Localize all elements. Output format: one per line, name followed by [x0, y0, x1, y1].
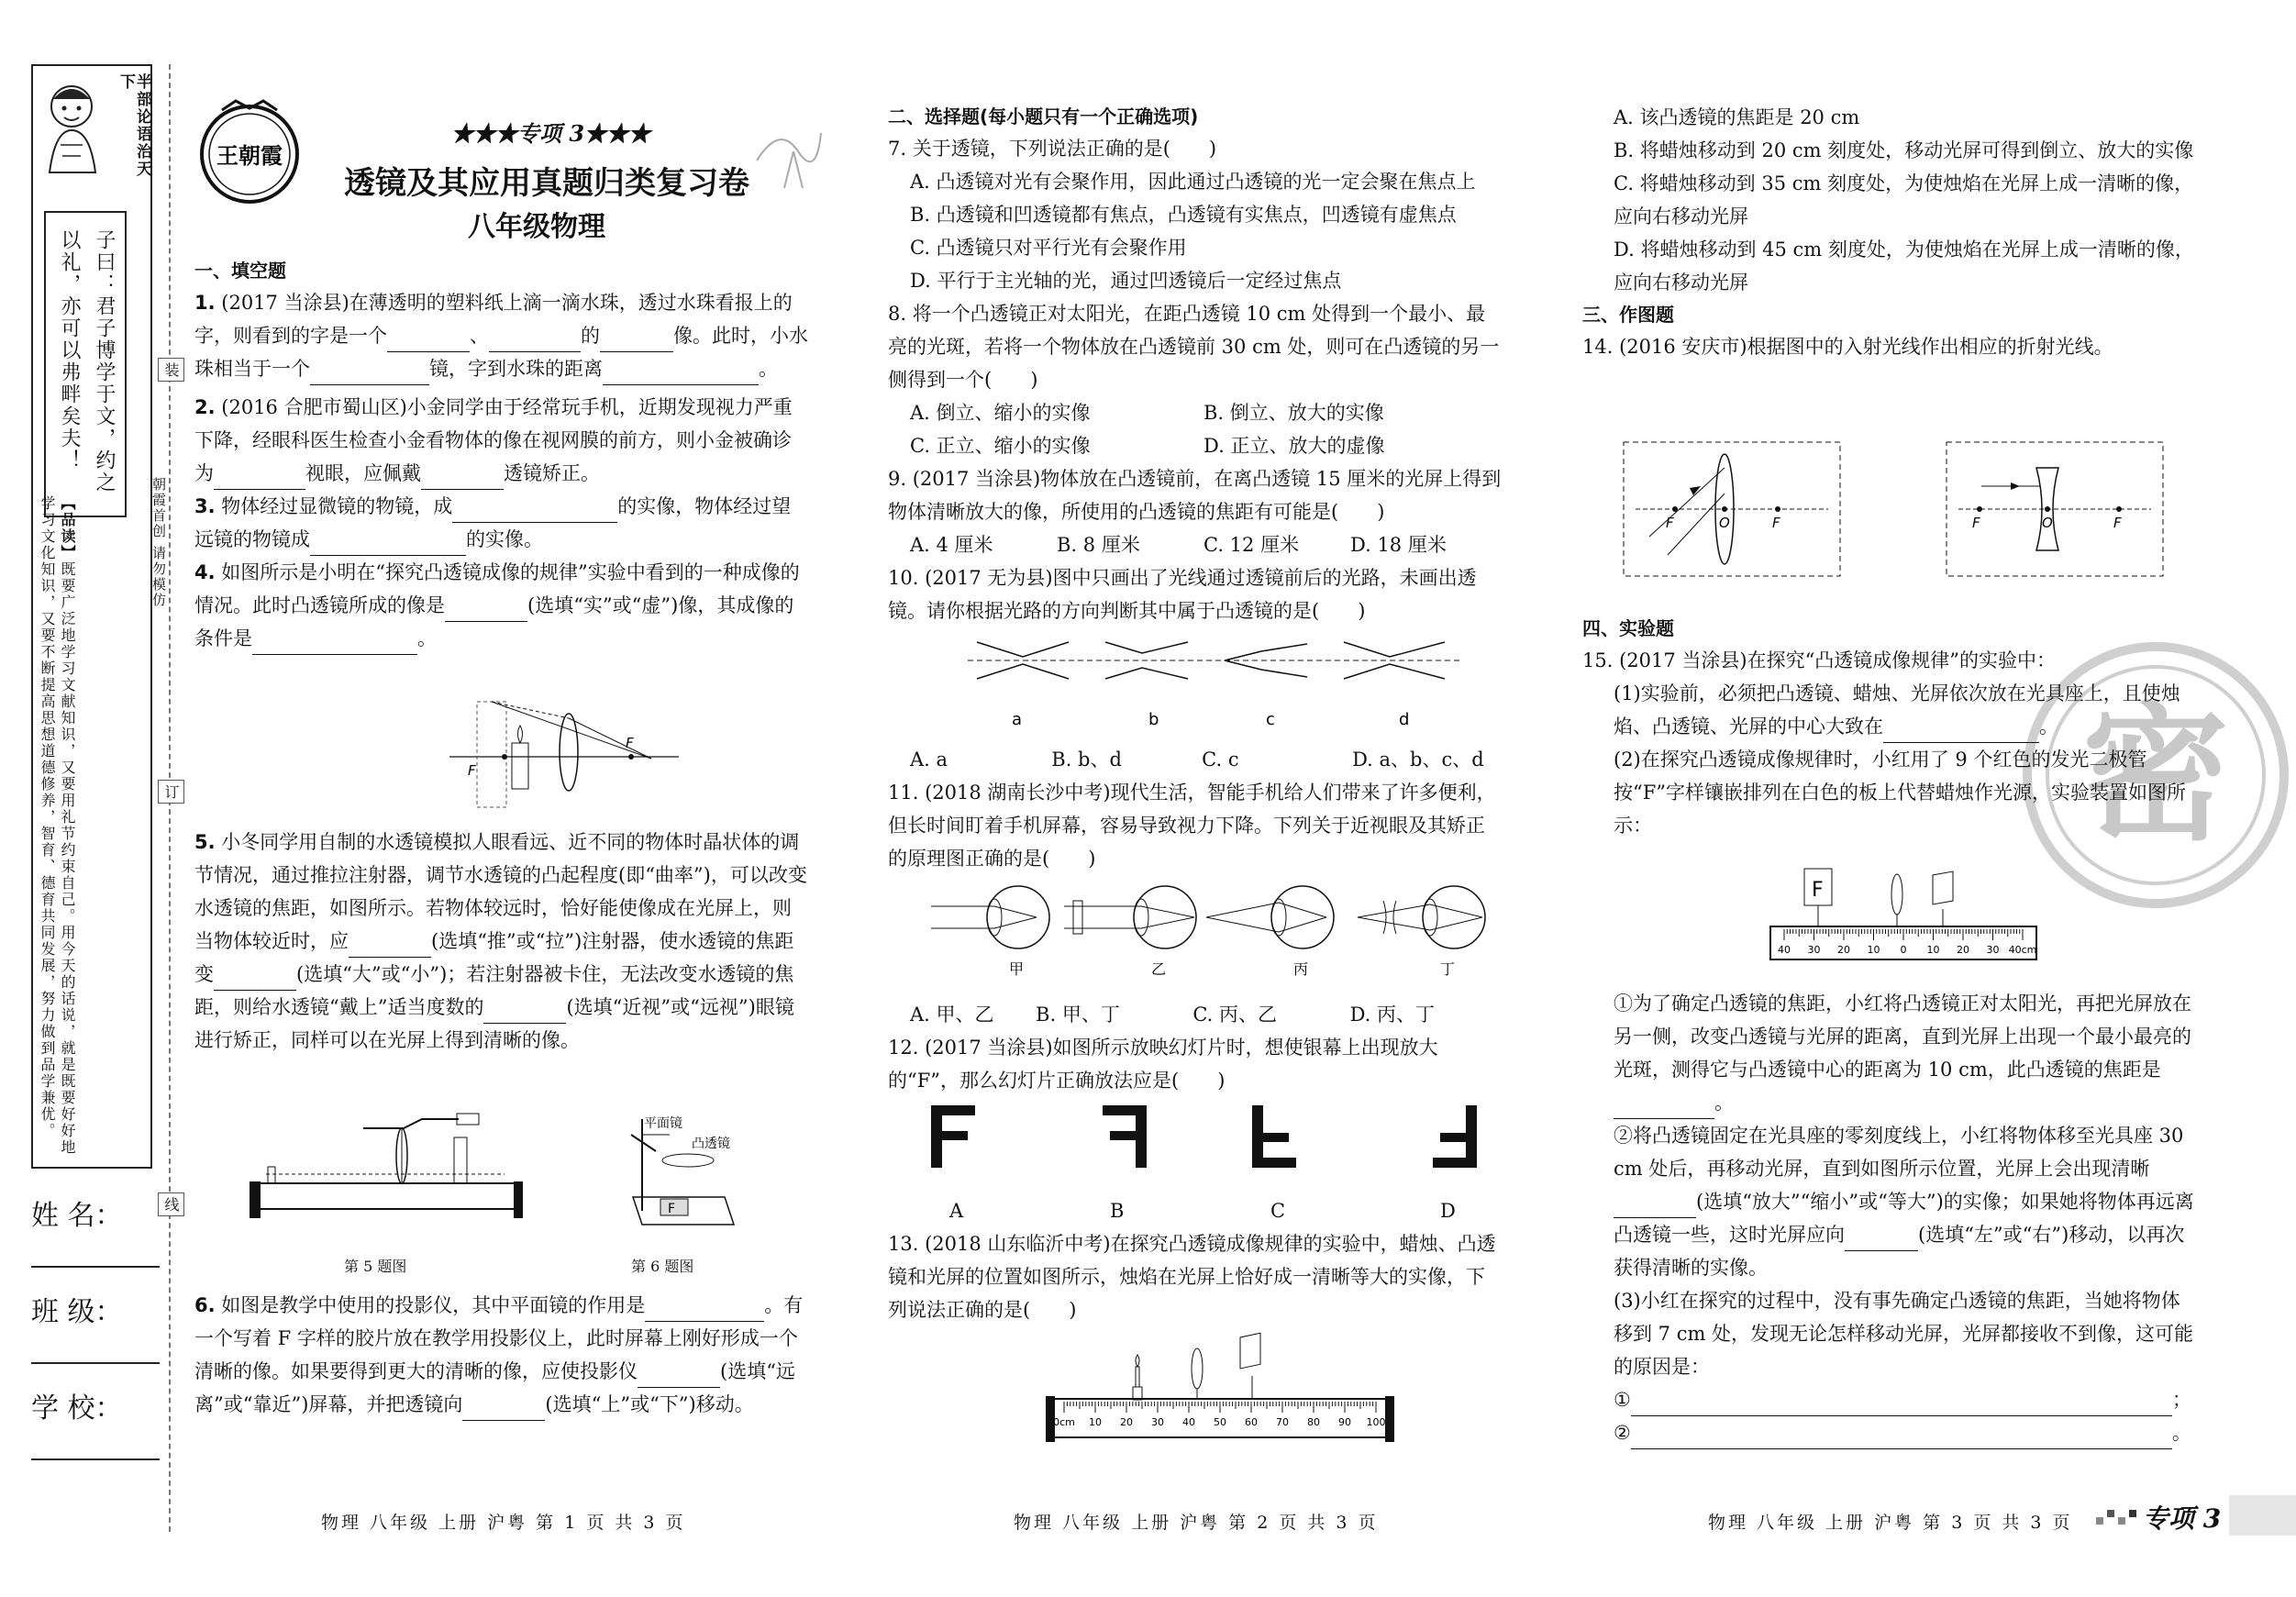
q15-ruler-ticks [1784, 929, 2023, 940]
q14a-f-left: F [1666, 515, 1674, 531]
q12-glyph-d [1422, 1105, 1477, 1168]
read-body: 既要广泛地学习文献知识，又要用礼节约束自己。用今天的话说，就是既要好好地学习文化知识，又要不断提高思想道德修养，智育、德育共同发展，努力做到品学兼优。 [39, 495, 76, 1156]
q7-option-c[interactable]: C. 凸透镜只对平行光有会聚作用 [910, 237, 1187, 259]
footer-page-2: 物理 八年级 上册 沪粤 第 2 页 共 3 页 [1014, 1513, 1379, 1533]
q12-label-a[interactable]: A [949, 1200, 964, 1222]
q15-ruler-label: 20 [1837, 944, 1850, 956]
school-label: 学 校： [31, 1392, 123, 1425]
fig6-f-glyph: F [668, 1202, 676, 1216]
q15a-text: (1)实验前，必须把凸透镜、蜡烛、光屏依次放在光具座上，且使烛焰、凸透镜、光屏的中心大致在 [1614, 682, 2180, 738]
question-6-wrap [194, 1289, 809, 1421]
header-badge: ★★★专项 3★★★ [451, 120, 651, 147]
q15-ruler-label: 30 [1807, 944, 1821, 956]
q15-part-3: (3)小红在探究的过程中，没有事先确定凸透镜的焦距，当她将物体移到 7 cm 处，发现无论怎样移动光屏，光屏都接收不到像，这可能的原因是： [1614, 1290, 2194, 1378]
q13-option-d[interactable]: D. 将蜡烛移动到 45 cm 刻度处，为使烛焰在光屏上成一清晰的像，应向右移动光屏 [1614, 238, 2194, 294]
q15-answer-line-2[interactable] [1631, 1448, 2172, 1449]
q1-blank-1[interactable] [387, 351, 470, 352]
q13-ruler-label: 20 [1120, 1416, 1133, 1428]
q3-text-c: 的实像。 [466, 528, 543, 550]
question-1 [194, 286, 809, 385]
motto-top: 半部论语治天下 [116, 73, 151, 178]
page-subtitle: 八年级物理 [468, 211, 605, 243]
q13-ruler-label: 10 [1089, 1416, 1102, 1428]
question-2 [194, 391, 809, 490]
q1-text-c: 的 [581, 325, 600, 347]
name-line [31, 1238, 160, 1268]
fig6-caption: 第 6 题图 [631, 1258, 694, 1275]
q15d-text-b: (选填“放大”“缩小”或“等大”)的实像；如果她将物体再远离凸透镜一些，这时光屏应向 [1614, 1191, 2194, 1246]
gray-corner-bar [2229, 1495, 2296, 1536]
quote-line-1: 子曰：君子博学于文，约之 [93, 229, 116, 494]
stamp-glyph: 密 [2081, 689, 2230, 860]
q5-text-d: (选填“近视”或“远视”)眼镜进行矫正，同样可以在光屏上得到清晰的像。 [194, 996, 794, 1051]
q15-ruler-labels [1778, 944, 2036, 956]
column-1 [194, 255, 809, 655]
q10-label-b: b [1148, 710, 1159, 729]
q10-label-a: a [1012, 710, 1023, 729]
q5-blank-3[interactable] [483, 1023, 566, 1024]
q11-option-a[interactable]: A. 甲、乙 [910, 1004, 994, 1026]
q7-option-a[interactable]: A. 凸透镜对光有会聚作用，因此通过凸透镜的光一定会聚在焦点上 [910, 171, 1476, 193]
q10-label-d: d [1399, 710, 1410, 729]
q10-option-d[interactable]: D. a、b、c、d [1352, 749, 1484, 771]
class-label: 班 级： [31, 1296, 123, 1328]
q5-text-b: (选填“推”或“拉”)注射器，使水透镜的焦距变 [194, 930, 794, 985]
q11-label-bing: 丙 [1293, 960, 1309, 978]
q15-part-1 [1582, 677, 2197, 743]
section-choice: 二、选择题(每小题只有一个正确选项) [888, 105, 1199, 128]
question-9: 9. (2017 当涂县)物体放在凸透镜前，在离凸透镜 15 厘米的光屏上得到物体清晰放大的像，所使用的凸透镜的焦距有可能是( ) [888, 468, 1502, 523]
column-3c [1582, 987, 2197, 1449]
question-14: 14. (2016 安庆市)根据图中的入射光线作出相应的折射光线。 [1582, 336, 2113, 358]
q13-bench [1046, 1330, 1394, 1449]
question-5 [194, 826, 809, 1057]
q8-option-a[interactable]: A. 倒立、缩小的实像 [910, 402, 1091, 424]
q6-text-c: (选填“远离”或“靠近”)屏幕，并把透镜向 [194, 1360, 795, 1415]
q4-blank-2[interactable] [252, 654, 417, 655]
q15-ruler-label: 20 [1957, 944, 1969, 956]
cut-mark-3: 线 [158, 1192, 184, 1216]
q11-figure [926, 881, 1504, 981]
confucius-icon [37, 72, 110, 182]
question-8: 8. 将一个凸透镜正对太阳光，在距凸透镜 10 cm 处得到一个最小、最亮的光斑，若将一个物体放在凸透镜前 30 cm 处，则可在凸透镜的另一侧得到一个( ) [888, 303, 1500, 391]
cut-mark-1: 装 [158, 358, 184, 382]
question-12: 12. (2017 当涂县)如图所示放映幻灯片时，想使银幕上出现放大的“F”，那么幻灯片正确放法应是( ) [888, 1037, 1438, 1092]
q9-option-a[interactable]: A. 4 厘米 [910, 534, 993, 556]
q11-label-yi: 乙 [1151, 960, 1167, 978]
q3-blank-1[interactable] [452, 522, 617, 523]
q9-option-b[interactable]: B. 8 厘米 [1057, 534, 1140, 556]
question-11: 11. (2018 湖南长沙中考)现代生活，智能手机给人们带来了许多便利，但长时间盯着手机屏幕，容易导致视力下降。下列关于近视眼及其矫正的原理图正确的是( ) [888, 782, 1496, 870]
q15c-end: 。 [1714, 1092, 1734, 1114]
q10-option-c[interactable]: C. c [1202, 749, 1239, 771]
brand-vertical: 朝霞首创 请勿模仿 [150, 477, 167, 608]
q14b-o: O [2042, 515, 2053, 531]
q4-text-a: 如图所示是小明在“探究凸透镜成像的规律”实验中看到的一种成像的情况。此时凸透镜所成的像是 [194, 561, 800, 616]
column-1-lower [194, 826, 809, 1057]
fig6-projector [615, 1115, 761, 1243]
brand-logo-text: 王朝霞 [216, 143, 283, 169]
q13-option-b[interactable]: B. 将蜡烛移动到 20 cm 刻度处，移动光屏可得到倒立、放大的实像 [1614, 139, 2194, 161]
section-experiment: 四、实验题 [1582, 617, 1674, 639]
q1-text-b: 、 [470, 325, 489, 347]
q15-ruler-label: 0 [1900, 944, 1907, 956]
q13-ruler-label: 0cm [1053, 1416, 1075, 1428]
q6-blank-2[interactable] [638, 1387, 720, 1388]
read-label: 【品读】 [59, 495, 76, 561]
column-3 [1582, 101, 2197, 363]
q3-text-b: 的实像，物体经过望远镜的物镜成 [194, 495, 792, 550]
column-2b [888, 743, 1503, 875]
q1-blank-2[interactable] [489, 351, 581, 352]
read-text [37, 495, 77, 1156]
q12-glyph-c [1252, 1105, 1307, 1168]
q12-glyph-a [931, 1105, 986, 1168]
q13-option-a[interactable]: A. 该凸透镜的焦距是 20 cm [1614, 106, 1860, 128]
q15-answer-2 [1582, 1416, 2197, 1449]
q8-option-b[interactable]: B. 倒立、放大的实像 [1203, 402, 1384, 424]
q15d-text-c: (选填“左”或“右”)移动，以再次获得清晰的实像。 [1614, 1224, 2185, 1279]
q15f1-end: ； [2171, 1389, 2191, 1411]
q8-option-d[interactable]: D. 正立、放大的虚像 [1203, 435, 1385, 457]
q15f1-mark: ① [1614, 1389, 1631, 1411]
q7-option-b[interactable]: B. 凸透镜和凹透镜都有焦点，凸透镜有实焦点，凹透镜有虚焦点 [910, 204, 1457, 226]
q5-blank-1[interactable] [349, 957, 431, 958]
q13-ruler-label: 70 [1276, 1416, 1289, 1428]
section-tag: 专项 3 [2143, 1503, 2222, 1534]
school-line [31, 1431, 160, 1460]
q13-ruler-label: 40 [1182, 1416, 1195, 1428]
eye-ding [1358, 886, 1485, 948]
q13-ruler-label: 50 [1214, 1416, 1226, 1428]
q13-ruler-label: 100 [1366, 1416, 1386, 1428]
q15-ruler-label: 10 [1926, 944, 1940, 956]
question-7: 7. 关于透镜，下列说法正确的是( ) [888, 138, 1217, 160]
brand-logo [194, 99, 305, 209]
q14b-f-left: F [1972, 515, 1980, 531]
q14a-o: O [1719, 515, 1730, 531]
q2-text-a: (2016 合肥市蜀山区)小金同学由于经常玩手机，近期发现视力严重下降，经眼科医生检查小金看物体的像在视网膜的前方，则小金被确诊为 [194, 396, 793, 484]
q10-label-c: c [1266, 710, 1275, 729]
q11-label-ding: 丁 [1440, 960, 1456, 978]
q14-concave-diagram[interactable] [1945, 440, 2165, 578]
q1-blank-4[interactable] [310, 384, 429, 385]
eye-yi [1064, 886, 1196, 948]
q15-ruler-label: 10 [1867, 944, 1880, 956]
column-2c [888, 998, 1503, 1097]
q15d-blank-1[interactable] [1614, 1217, 1696, 1218]
q6-blank-1[interactable] [645, 1321, 764, 1322]
column-3b [1582, 613, 2197, 842]
q9-options [888, 528, 1503, 561]
q12-label-b[interactable]: B [1110, 1200, 1125, 1222]
q14b-f-right: F [2113, 515, 2122, 531]
fig5-optical-bench [248, 1110, 523, 1229]
question-10: 10. (2017 无为县)图中只画出了光线通过透镜前后的光路，未画出透镜。请你根据光路的方向判断其中属于凸透镜的是( ) [888, 567, 1477, 622]
q11-options [888, 998, 1503, 1031]
tag-decor-icon [2096, 1504, 2137, 1528]
quote-line-2: 以礼，亦可以弗畔矣夫！ [58, 229, 81, 471]
q15d-blank-2[interactable] [1845, 1250, 1918, 1251]
q4-blank-1[interactable] [445, 621, 527, 622]
q12-glyph-b [1092, 1105, 1147, 1168]
q4-f-left: F [468, 762, 476, 779]
q2-text-c: 透镜矫正。 [504, 462, 600, 484]
question-15: 15. (2017 当涂县)在探究“凸透镜成像规律”的实验中： [1582, 649, 2057, 671]
q6-num: 6. [194, 1294, 216, 1316]
name-field[interactable] [31, 1192, 160, 1268]
q14-convex-diagram[interactable] [1622, 440, 1842, 578]
name-label: 姓 名： [31, 1200, 123, 1232]
q12-label-d[interactable]: D [1440, 1200, 1456, 1222]
q13-ruler-ticks [1064, 1402, 1376, 1413]
q15-part-2-2 [1582, 1119, 2197, 1284]
q11-label-jia: 甲 [1009, 960, 1025, 978]
q15-bench [1766, 858, 2041, 977]
q12-label-c[interactable]: C [1270, 1200, 1286, 1222]
q11-option-d[interactable]: D. 丙、丁 [1349, 1004, 1436, 1026]
q11-option-c[interactable]: C. 丙、乙 [1192, 1004, 1277, 1026]
q15f2-end: 。 [2171, 1422, 2191, 1444]
q8-options [888, 396, 1503, 462]
page-title: 透镜及其应用真题归类复习卷 [344, 165, 749, 202]
q1-text-e: 镜，字到水珠的距离 [429, 358, 603, 380]
q4-f-right: F [626, 735, 634, 751]
q2-num: 2. [194, 396, 216, 418]
q8-option-c[interactable]: C. 正立、缩小的实像 [910, 435, 1091, 457]
q15-ruler-label: 40 [1778, 944, 1791, 956]
q1-blank-5[interactable] [603, 384, 676, 385]
question-3 [194, 490, 809, 556]
q1-text-d: 像。此时，小水珠相当于一个 [194, 325, 808, 380]
section-drawing: 三、作图题 [1582, 304, 1674, 326]
q4-num: 4. [194, 561, 216, 583]
class-field[interactable] [31, 1289, 160, 1364]
q9-option-c[interactable]: C. 12 厘米 [1203, 534, 1300, 556]
q6-blank-3[interactable] [462, 1420, 545, 1421]
q1-text-a: (2017 当涂县)在薄透明的塑料纸上滴一滴水珠，透过水珠看报上的字，则看到的字是一个 [194, 292, 793, 347]
q1-num: 1. [194, 292, 216, 314]
q6-text-b: 。有一个写着 F 字样的胶片放在教学用投影仪上，此时屏幕上刚好形成一个清晰的像。如果要得到更大的清晰的像，应使投影仪 [194, 1294, 804, 1382]
q13-option-c[interactable]: C. 将蜡烛移动到 35 cm 刻度处，为使烛焰在光屏上成一清晰的像，应向右移动光屏 [1614, 172, 2194, 227]
q13-ruler-label: 80 [1307, 1416, 1320, 1428]
school-field[interactable] [31, 1385, 160, 1460]
q3-text-a: 物体经过显微镜的物镜，成 [221, 495, 453, 517]
q15-answer-1 [1582, 1383, 2197, 1416]
question-6 [194, 1289, 809, 1421]
q11-option-b[interactable]: B. 甲、丁 [1036, 1004, 1120, 1026]
q5-text-c: (选填“大”或“小”)；若注射器被卡住，无法改变水透镜的焦距，则给水透镜“戴上”适当度数的 [194, 963, 794, 1018]
fig5-caption: 第 5 题图 [344, 1258, 407, 1275]
q13-ruler-label: 30 [1151, 1416, 1164, 1428]
q13-ruler-labels [1053, 1416, 1385, 1428]
q10-figure [959, 624, 1472, 734]
q15d-text-a: ②将凸透镜固定在光具座的零刻度线上，小红将物体移至光具座 30 cm 处后，再移动光屏，直到如图所示位置，光屏上会出现清晰 [1614, 1125, 2184, 1180]
q15f2-mark: ② [1614, 1422, 1631, 1444]
question-13: 13. (2018 山东临沂中考)在探究凸透镜成像规律的实验中，蜡烛、凸透镜和光屏的位置如图所示，烛焰在光屏上恰好成一清晰等大的实像，下列说法正确的是( ) [888, 1233, 1496, 1321]
q4-figure [431, 693, 688, 812]
q13-ruler-label: 60 [1245, 1416, 1258, 1428]
q10-option-a[interactable]: A. a [910, 749, 948, 771]
q6-text-a: 如图是教学中使用的投影仪，其中平面镜的作用是 [221, 1294, 646, 1316]
q4-text-b: (选填“实”或“虚”)像，其成像的条件是 [194, 594, 794, 649]
ribbon-decor [752, 115, 826, 197]
q14a-f-right: F [1772, 515, 1780, 531]
section-fill-in: 一、填空题 [194, 260, 286, 282]
q2-text-b: 视眼，应佩戴 [305, 462, 421, 484]
q1-text-f: 。 [759, 358, 778, 380]
q15-ruler-label: 30 [1986, 944, 2000, 956]
q5-num: 5. [194, 831, 216, 853]
cut-mark-2: 订 [158, 780, 184, 804]
q13-ruler-label: 90 [1338, 1416, 1351, 1428]
fig6-label-mirror: 平面镜 [644, 1116, 682, 1131]
q1-blank-6[interactable] [676, 384, 759, 385]
eye-jia [931, 886, 1049, 948]
question-4 [194, 556, 809, 655]
q5-text-a: 小冬同学用自制的水透镜模拟人眼看远、近不同的物体时晶状体的调节情况，通过推拉注射器，调节水透镜的凸起程度(即“曲率”)，可以改变水透镜的焦距，如图所示。若物体较远时，恰好能使像成在光屏上，则当物体较近时，应 [194, 831, 807, 952]
q15-part-2: (2)在探究凸透镜成像规律时，小红用了 9 个红色的发光二极管按“F”字样镶嵌排列在白色的板上代替蜡烛作光源，实验装置如图所示： [1614, 749, 2187, 837]
question-13-wrap [888, 1227, 1503, 1326]
q7-option-d[interactable]: D. 平行于主光轴的光，通过凹透镜后一定经过焦点 [910, 270, 1342, 292]
column-2 [888, 101, 1503, 627]
eye-bing [1206, 886, 1334, 948]
q15-f-glyph: F [1812, 879, 1824, 902]
q10-options [888, 743, 1503, 776]
q3-num: 3. [194, 495, 216, 517]
footer-page-1: 物理 八年级 上册 沪粤 第 1 页 共 3 页 [321, 1513, 686, 1533]
q15-ruler-label: 40cm [2008, 944, 2037, 956]
q1-blank-3[interactable] [600, 351, 673, 352]
q15-part-2-1 [1582, 987, 2197, 1119]
q15a-end: 。 [2039, 715, 2058, 738]
footer-page-3: 物理 八年级 上册 沪粤 第 3 页 共 3 页 [1708, 1513, 2073, 1533]
q9-option-d[interactable]: D. 18 厘米 [1350, 534, 1447, 556]
fig6-label-lens: 凸透镜 [692, 1137, 730, 1151]
q15c-text: ①为了确定凸透镜的焦距，小红将凸透镜正对太阳光，再把光屏放在另一侧，改变凸透镜与光屏的距离，直到光屏上出现一个最小最亮的光斑，测得它与凸透镜中心的距离为 10 cm，此凸透镜的焦距是 [1614, 993, 2191, 1081]
class-line [31, 1335, 160, 1364]
q5-blank-2[interactable] [214, 990, 296, 991]
q6-text-d: (选填“上”或“下”)移动。 [545, 1393, 754, 1415]
q4-text-c: 。 [417, 627, 437, 649]
q10-option-b[interactable]: B. b、d [1051, 749, 1122, 771]
